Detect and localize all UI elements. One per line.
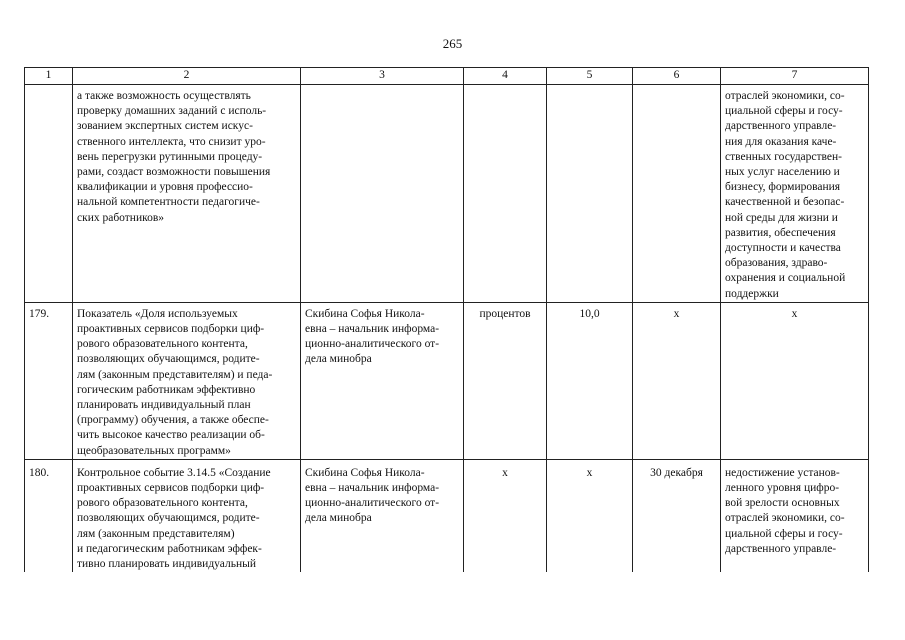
column-header-2: 2 — [73, 68, 301, 85]
row-responsible — [301, 85, 464, 303]
row-number: 180. — [25, 459, 73, 572]
row-unit — [464, 85, 547, 303]
row-responsible: Скибина Софья Никола- евна – начальник информа- ционно-аналитического от- дела минобра — [301, 459, 464, 572]
row-deadline — [633, 85, 721, 303]
row-consequences: недостижение установ- ленного уровня цифро- вой зрелости основных отраслей экономики, со- циальной сферы и госу- дарственного управле- — [721, 459, 869, 572]
column-header-5: 5 — [547, 68, 633, 85]
row-deadline: 30 декабря — [633, 459, 721, 572]
row-value: 10,0 — [547, 302, 633, 459]
row-unit: х — [464, 459, 547, 572]
column-header-1: 1 — [25, 68, 73, 85]
column-header-7: 7 — [721, 68, 869, 85]
row-consequences: х — [721, 302, 869, 459]
table-row-180 — [25, 459, 869, 572]
row-deadline: х — [633, 302, 721, 459]
row-responsible: Скибина Софья Никола- евна – начальник информа- ционно-аналитического от- дела минобра — [301, 302, 464, 459]
row-number: 179. — [25, 302, 73, 459]
page-number: 265 — [442, 36, 463, 51]
table-row-179 — [25, 302, 869, 459]
row-consequences: отраслей экономики, со- циальной сферы и госу- дарственного управле- ния для оказания каче- ственных государствен- ных услуг населению и бизнесу, формирования качественной и безопас- ной среды для жизни и развития, обеспечения доступности и качества образования, здраво- охранения и социальной поддержки — [721, 85, 869, 303]
table-row-continuation — [25, 85, 869, 303]
column-number-row — [25, 68, 869, 85]
row-value — [547, 85, 633, 303]
row-description: Показатель «Доля используемых проактивных сервисов подборки циф- рового образовательного контента, позволяющих обучающимся, родите- лям (законным представителям) и педа- гогическим работникам эффективно планировать индивидуальный план (программу) обучения, а также обеспе- чить высокое качество реализации об- щеобразовательных программ» — [73, 302, 301, 459]
column-header-6: 6 — [633, 68, 721, 85]
row-unit: процентов — [464, 302, 547, 459]
column-header-3: 3 — [301, 68, 464, 85]
row-description: а также возможность осуществлять проверку домашних заданий с исполь- зованием экспертных систем искус- ственного интеллекта, что снизит уро- вень перегрузки рутинными процеду- рами, создаст возможности повышения квалификации и уровня профессио- нальной компетентности педагогиче- ских работников» — [73, 85, 301, 303]
row-value: х — [547, 459, 633, 572]
row-number — [25, 85, 73, 303]
plan-table — [24, 67, 869, 572]
column-header-4: 4 — [464, 68, 547, 85]
row-description: Контрольное событие 3.14.5 «Создание проактивных сервисов подборки циф- рового образовательного контента, позволяющих обучающимся, родите- лям (законным представителям) и педагогическим работникам эффек- тивно планировать индивидуальный — [73, 459, 301, 572]
